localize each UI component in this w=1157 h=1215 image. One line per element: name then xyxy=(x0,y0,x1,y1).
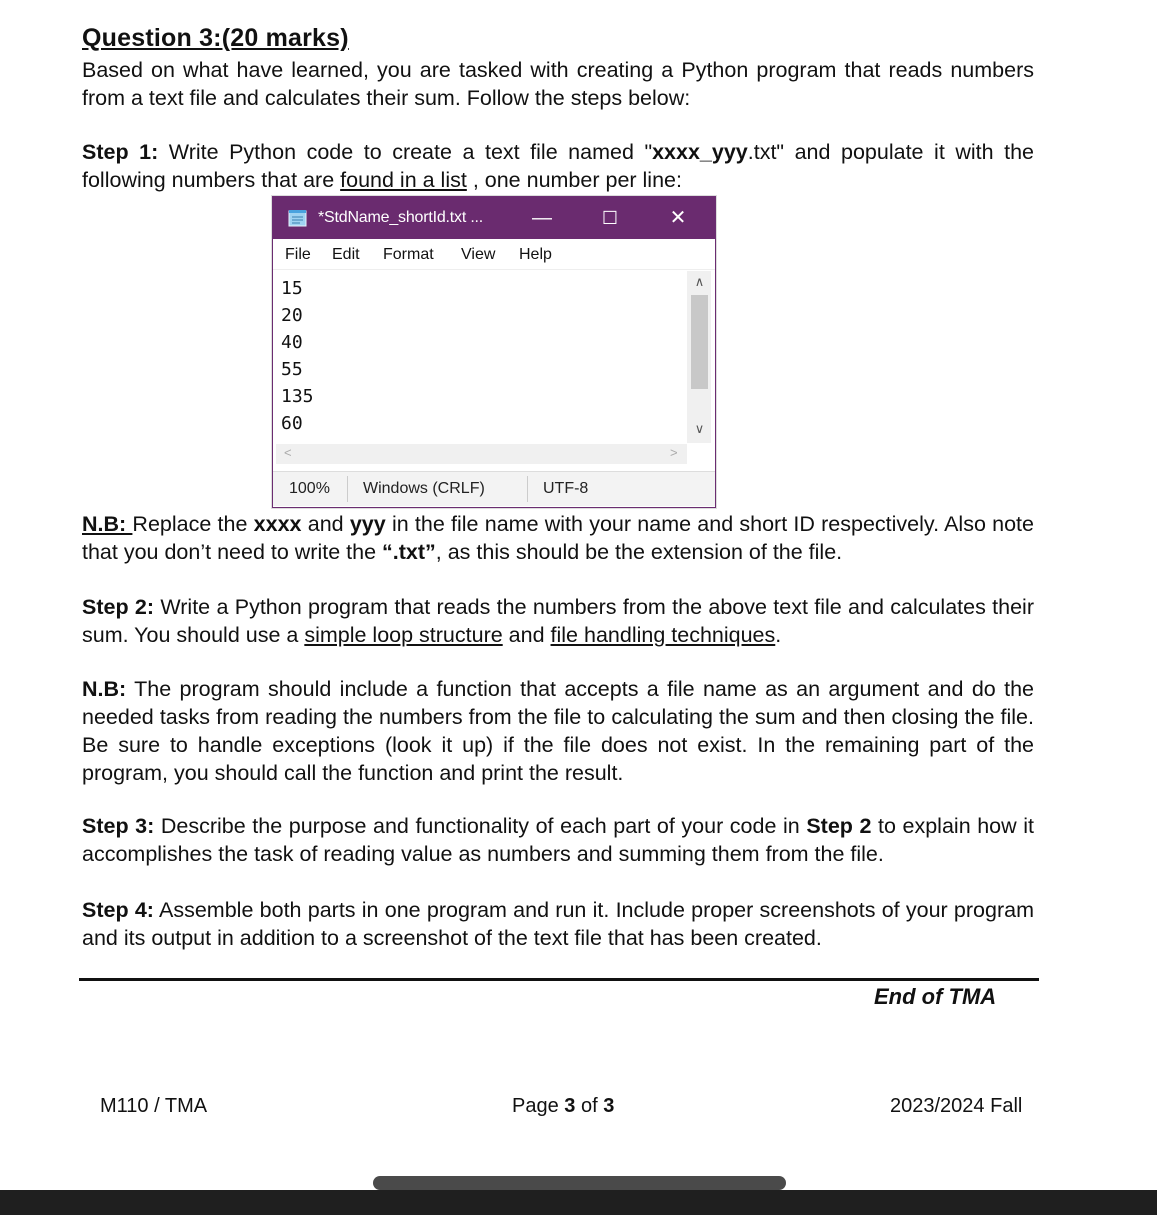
end-divider xyxy=(79,978,1039,981)
notepad-lines xyxy=(281,275,314,437)
nb1-paragraph xyxy=(82,510,1034,566)
step2-underline-2: file handling techniques xyxy=(550,623,776,647)
bottom-bar xyxy=(0,1190,1157,1215)
step4-paragraph xyxy=(82,896,1034,952)
nb2-text: The program should include a function that accepts a file name as an argument and do the needed tasks from reading the numbers from the file to calculating the sum and then closing the file. Be sure to handle exceptions (look it up) if the file does not exist. In the remaining part of the program, you should call the function and print the result. xyxy=(82,677,1034,785)
footer-course: M110 / TMA xyxy=(100,1095,208,1117)
step1-label: Step 1: xyxy=(82,140,159,164)
minimize-icon[interactable]: — xyxy=(532,207,552,229)
nb1-text-d: , as this should be the extension of the file. xyxy=(435,540,843,564)
vertical-scrollbar[interactable] xyxy=(687,271,711,443)
step4-label: Step 4: xyxy=(82,898,154,922)
step3-text-a: Describe the purpose and functionality of each part of your code in xyxy=(154,814,807,838)
maximize-icon[interactable]: ☐ xyxy=(601,208,619,228)
status-eol: Windows (CRLF) xyxy=(363,480,485,497)
intro-paragraph: Based on what have learned, you are tasked with creating a Python program that reads numbers from a text file and calculates their sum. Follow the steps below: xyxy=(82,58,1034,110)
scroll-right-icon[interactable]: > xyxy=(670,445,678,460)
scroll-down-icon[interactable]: ∨ xyxy=(694,421,705,436)
line-2: 20 xyxy=(281,305,303,326)
step1-paragraph xyxy=(82,138,1034,194)
step2-text-b: and xyxy=(502,623,551,647)
line-5: 135 xyxy=(281,386,314,407)
nb1-text-c: in the file name with your name and short ID respectively. Also note that you don’t need to write the xyxy=(82,512,1034,564)
step1-filename: xxxx_yyy xyxy=(652,140,748,164)
footer-page-total: 3 xyxy=(603,1095,615,1117)
step2-label: Step 2: xyxy=(82,595,155,619)
footer-term: 2023/2024 Fall xyxy=(890,1095,1023,1117)
step1-underlined: found in a list xyxy=(340,168,467,192)
step2-underline-1: simple loop structure xyxy=(304,623,503,647)
menu-file[interactable]: File xyxy=(285,246,311,263)
notepad-menubar xyxy=(273,239,715,270)
question-title: Question 3:(20 marks) xyxy=(82,24,349,52)
line-1: 15 xyxy=(281,278,303,299)
nb2-paragraph xyxy=(82,675,1034,787)
nb1-label: N.B: xyxy=(82,512,133,536)
footer-page-prefix: Page xyxy=(512,1095,565,1117)
status-encoding: UTF-8 xyxy=(543,480,589,497)
notepad-window xyxy=(272,196,716,508)
scroll-thumb[interactable] xyxy=(691,295,708,389)
footer-page-num: 3 xyxy=(564,1095,576,1117)
nb1-yyy: yyy xyxy=(349,512,386,536)
line-6: 60 xyxy=(281,413,303,434)
close-icon[interactable]: ✕ xyxy=(669,207,687,229)
notepad-icon xyxy=(288,209,308,227)
notepad-text-area[interactable] xyxy=(276,271,687,443)
step2-paragraph xyxy=(82,593,1034,649)
line-3: 40 xyxy=(281,332,303,353)
nb2-label: N.B: xyxy=(82,677,127,701)
step3-label: Step 3: xyxy=(82,814,155,838)
nb1-txt: “.txt” xyxy=(382,540,436,564)
step3-ref: Step 2 xyxy=(806,814,872,838)
footer-page xyxy=(512,1095,614,1118)
line-4: 55 xyxy=(281,359,303,380)
horizontal-scrollbar[interactable] xyxy=(276,444,687,464)
status-zoom: 100% xyxy=(289,480,330,497)
notepad-titlebar xyxy=(273,197,715,239)
step1-text-c: , one number per line: xyxy=(466,168,682,192)
scroll-left-icon[interactable]: < xyxy=(284,445,292,460)
step3-text-b: to explain how it accomplishes the task of reading value as numbers and summing them from the file. xyxy=(82,814,1034,866)
scroll-up-icon[interactable]: ∧ xyxy=(694,274,705,289)
step1-text-b: .txt" and populate it with the following numbers that are xyxy=(82,140,1034,192)
footer-page-mid: of xyxy=(575,1095,604,1117)
nb1-text-a: Replace the xyxy=(132,512,254,536)
nb1-xxxx: xxxx xyxy=(253,512,302,536)
step4-text: Assemble both parts in one program and run it. Include proper screenshots of your program and its output in addition to a screenshot of the text file that has been created. xyxy=(82,898,1034,950)
end-of-tma: End of TMA xyxy=(874,984,997,1009)
menu-help[interactable]: Help xyxy=(519,246,552,263)
home-indicator[interactable] xyxy=(373,1176,786,1190)
menu-format[interactable]: Format xyxy=(383,246,434,263)
step3-paragraph xyxy=(82,812,1034,868)
notepad-statusbar xyxy=(273,471,715,506)
nb1-text-b: and xyxy=(301,512,350,536)
step2-text-a: Write a Python program that reads the numbers from the above text file and calculates their sum. You should use a xyxy=(82,595,1034,647)
step2-text-c: . xyxy=(775,623,782,647)
step1-text-a: Write Python code to create a text file named " xyxy=(158,140,653,164)
menu-edit[interactable]: Edit xyxy=(332,246,360,263)
notepad-title: *StdName_shortId.txt ... xyxy=(318,209,484,226)
menu-view[interactable]: View xyxy=(461,246,496,263)
